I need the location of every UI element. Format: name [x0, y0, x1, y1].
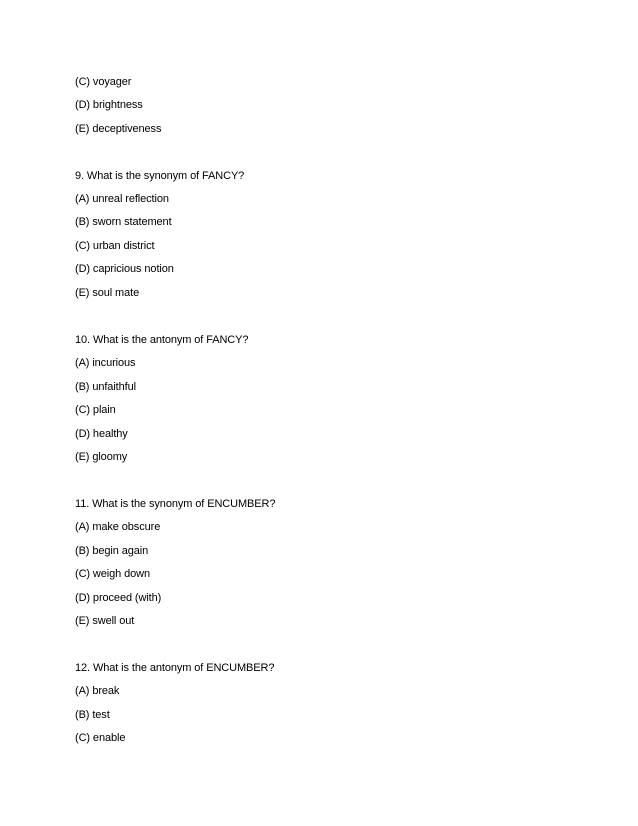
- option-a-q11: (A) make obscure: [75, 521, 161, 533]
- option-c-q12: (C) enable: [75, 732, 126, 744]
- option-e-q8: (E) deceptiveness: [75, 123, 162, 135]
- option-c-q8: (C) voyager: [75, 76, 132, 88]
- option-a-q10: (A) incurious: [75, 357, 136, 369]
- question-11: 11. What is the synonym of ENCUMBER?: [75, 498, 276, 510]
- option-e-q10: (E) gloomy: [75, 451, 128, 463]
- question-12: 12. What is the antonym of ENCUMBER?: [75, 662, 275, 674]
- option-d-q8: (D) brightness: [75, 99, 143, 111]
- option-c-q10: (C) plain: [75, 404, 116, 416]
- option-e-q11: (E) swell out: [75, 615, 135, 627]
- option-d-q9: (D) capricious notion: [75, 263, 174, 275]
- option-d-q10: (D) healthy: [75, 428, 128, 440]
- question-9: 9. What is the synonym of FANCY?: [75, 170, 245, 182]
- option-c-q9: (C) urban district: [75, 240, 155, 252]
- question-10: 10. What is the antonym of FANCY?: [75, 334, 249, 346]
- option-b-q11: (B) begin again: [75, 545, 149, 557]
- option-b-q9: (B) sworn statement: [75, 216, 172, 228]
- option-d-q11: (D) proceed (with): [75, 592, 162, 604]
- option-c-q11: (C) weigh down: [75, 568, 151, 580]
- option-b-q12: (B) test: [75, 709, 110, 721]
- option-e-q9: (E) soul mate: [75, 287, 140, 299]
- option-a-q9: (A) unreal reflection: [75, 193, 169, 205]
- option-a-q12: (A) break: [75, 685, 120, 697]
- option-b-q10: (B) unfaithful: [75, 381, 136, 393]
